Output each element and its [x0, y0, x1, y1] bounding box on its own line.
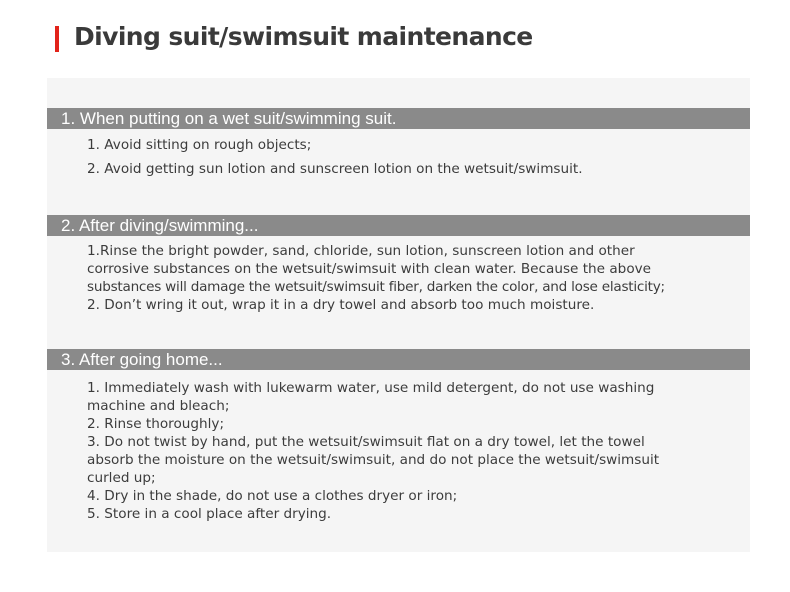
section-2-heading: 2. After diving/swimming... — [47, 215, 750, 236]
section-3-line: 3. Do not twist by hand, put the wetsuit/swimsuit flat on a dry towel, let the towel — [87, 434, 645, 450]
section-2-body — [87, 242, 752, 314]
section-3-body — [87, 379, 752, 523]
section-2-line: corrosive substances on the wetsuit/swimsuit with clean water. Because the above — [87, 261, 652, 277]
section-2-line: 1.Rinse the bright powder, sand, chloride, sun lotion, sunscreen lotion and other — [87, 243, 635, 259]
page-title: Diving suit/swimsuit maintenance — [74, 22, 533, 51]
section-1-heading: 1. When putting on a wet suit/swimming suit. — [47, 108, 750, 129]
section-3-line: curled up; — [87, 470, 156, 486]
section-1-body — [87, 133, 752, 181]
section-3-line: 4. Dry in the shade, do not use a clothes dryer or iron; — [87, 488, 458, 504]
section-2-line: 2. Don’t wring it out, wrap it in a dry towel and absorb too much moisture. — [87, 297, 595, 313]
section-1-line: 2. Avoid getting sun lotion and sunscreen lotion on the wetsuit/swimsuit. — [87, 161, 583, 177]
section-3-line: 1. Immediately wash with lukewarm water, use mild detergent, do not use washing — [87, 380, 655, 396]
section-2-line: substances will damage the wetsuit/swimsuit fiber, darken the color, and lose elasticity; — [87, 279, 665, 295]
section-3-line: absorb the moisture on the wetsuit/swimsuit, and do not place the wetsuit/swimsuit — [87, 452, 660, 468]
section-3-line: machine and bleach; — [87, 398, 230, 414]
section-3-heading: 3. After going home... — [47, 349, 750, 370]
section-3-line: 2. Rinse thoroughly; — [87, 416, 225, 432]
section-3-line: 5. Store in a cool place after drying. — [87, 506, 332, 522]
section-1-line: 1. Avoid sitting on rough objects; — [87, 137, 312, 153]
title-accent-bar — [55, 26, 59, 52]
